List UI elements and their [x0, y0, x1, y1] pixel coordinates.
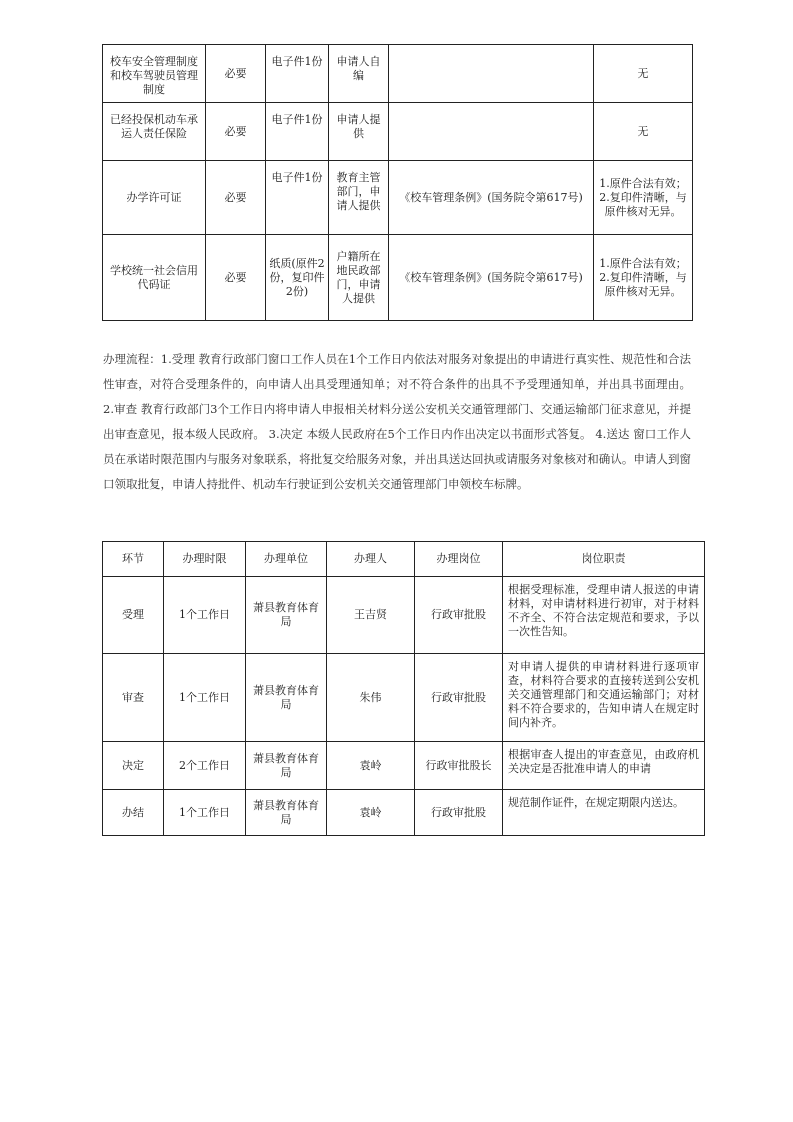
step-person: 王吉贤: [327, 577, 415, 654]
step-time: 2个工作日: [164, 742, 246, 790]
step-post: 行政审批股: [415, 654, 503, 742]
table-row: [103, 577, 705, 654]
table-row: [103, 161, 693, 235]
step-name: 办结: [103, 790, 164, 836]
material-basis: 《校车管理条例》(国务院令第617号): [389, 235, 594, 321]
step-post: 行政审批股: [415, 790, 503, 836]
table-header-row: [103, 542, 705, 577]
step-post: 行政审批股: [415, 577, 503, 654]
step-name: 审查: [103, 654, 164, 742]
material-standard: 1.原件合法有效；2.复印件清晰，与原件核对无异。: [594, 161, 693, 235]
table-row: [103, 790, 705, 836]
material-name: 办学许可证: [103, 161, 206, 235]
material-required: 必要: [206, 103, 266, 161]
material-form: 电子件1份: [266, 103, 329, 161]
material-name: 已经投保机动车承运人责任保险: [103, 103, 206, 161]
material-form: 电子件1份: [266, 45, 329, 103]
step-name: 受理: [103, 577, 164, 654]
step-person: 朱伟: [327, 654, 415, 742]
table-row: [103, 742, 705, 790]
step-unit: 萧县教育体育局: [246, 790, 327, 836]
material-source: 申请人提供: [329, 103, 389, 161]
material-standard: 无: [594, 103, 693, 161]
material-standard: 1.原件合法有效；2.复印件清晰，与原件核对无异。: [594, 235, 693, 321]
step-person: 袁岭: [327, 742, 415, 790]
material-required: 必要: [206, 45, 266, 103]
process-description: 办理流程：1.受理 教育行政部门窗口工作人员在1个工作日内依法对服务对象提出的申请进行真实性、规范性和合法性审查，对符合受理条件的，向申请人出具受理通知单；对不符合条件的出具不予受理通知单，并出具书面理由。 2.审查 教育行政部门3个工作日内将申请人申报相关材料分送公安机关交通管理部门、交通运输部门征求意见，并提出审查意见，报本级人民政府。 3.决定 本级人民政府在5个工作日内作出决定以书面形式答复。 4.送达 窗口工作人员在承诺时限范围内与服务对象联系，将批复交给服务对象，并出具送达回执或请服务对象核对和确认。申请人到窗口领取批复，申请人持批件、机动车行驶证到公安机关交通管理部门申领校车标牌。: [103, 352, 691, 491]
material-source: 户籍所在地民政部门，申请人提供: [329, 235, 389, 321]
table-row: [103, 654, 705, 742]
header-person: 办理人: [327, 542, 415, 577]
header-post: 办理岗位: [415, 542, 503, 577]
step-unit: 萧县教育体育局: [246, 742, 327, 790]
header-step: 环节: [103, 542, 164, 577]
material-standard: 无: [594, 45, 693, 103]
step-person: 袁岭: [327, 790, 415, 836]
step-duty: 根据审查人提出的审查意见，由政府机关决定是否批准申请人的申请: [503, 742, 705, 790]
material-form: 电子件1份: [266, 161, 329, 235]
material-source: 申请人自编: [329, 45, 389, 103]
step-duty: 对申请人提供的申请材料进行逐项审查，材料符合要求的直接转送到公安机关交通管理部门和交通运输部门；对材料不符合要求的，告知申请人在规定时间内补齐。: [503, 654, 705, 742]
material-basis: [389, 103, 594, 161]
step-post: 行政审批股长: [415, 742, 503, 790]
step-duty: 根据受理标准，受理申请人报送的申请材料，对申请材料进行初审，对于材料不齐全、不符合法定规范和要求，予以一次性告知。: [503, 577, 705, 654]
material-form: 纸质(原件2份，复印件2份): [266, 235, 329, 321]
material-required: 必要: [206, 235, 266, 321]
header-time: 办理时限: [164, 542, 246, 577]
steps-table: [102, 541, 705, 836]
step-duty: 规范制作证件，在规定期限内送达。: [503, 790, 705, 836]
material-basis: 《校车管理条例》(国务院令第617号): [389, 161, 594, 235]
material-name: 学校统一社会信用代码证: [103, 235, 206, 321]
header-duty: 岗位职责: [503, 542, 705, 577]
step-time: 1个工作日: [164, 790, 246, 836]
material-required: 必要: [206, 161, 266, 235]
step-time: 1个工作日: [164, 654, 246, 742]
table-row: [103, 103, 693, 161]
material-source: 教育主管部门，申请人提供: [329, 161, 389, 235]
material-name: 校车安全管理制度和校车驾驶员管理制度: [103, 45, 206, 103]
table-row: [103, 235, 693, 321]
material-basis: [389, 45, 594, 103]
step-time: 1个工作日: [164, 577, 246, 654]
header-unit: 办理单位: [246, 542, 327, 577]
step-unit: 萧县教育体育局: [246, 577, 327, 654]
step-unit: 萧县教育体育局: [246, 654, 327, 742]
materials-table: [102, 44, 693, 321]
step-name: 决定: [103, 742, 164, 790]
table-row: [103, 45, 693, 103]
